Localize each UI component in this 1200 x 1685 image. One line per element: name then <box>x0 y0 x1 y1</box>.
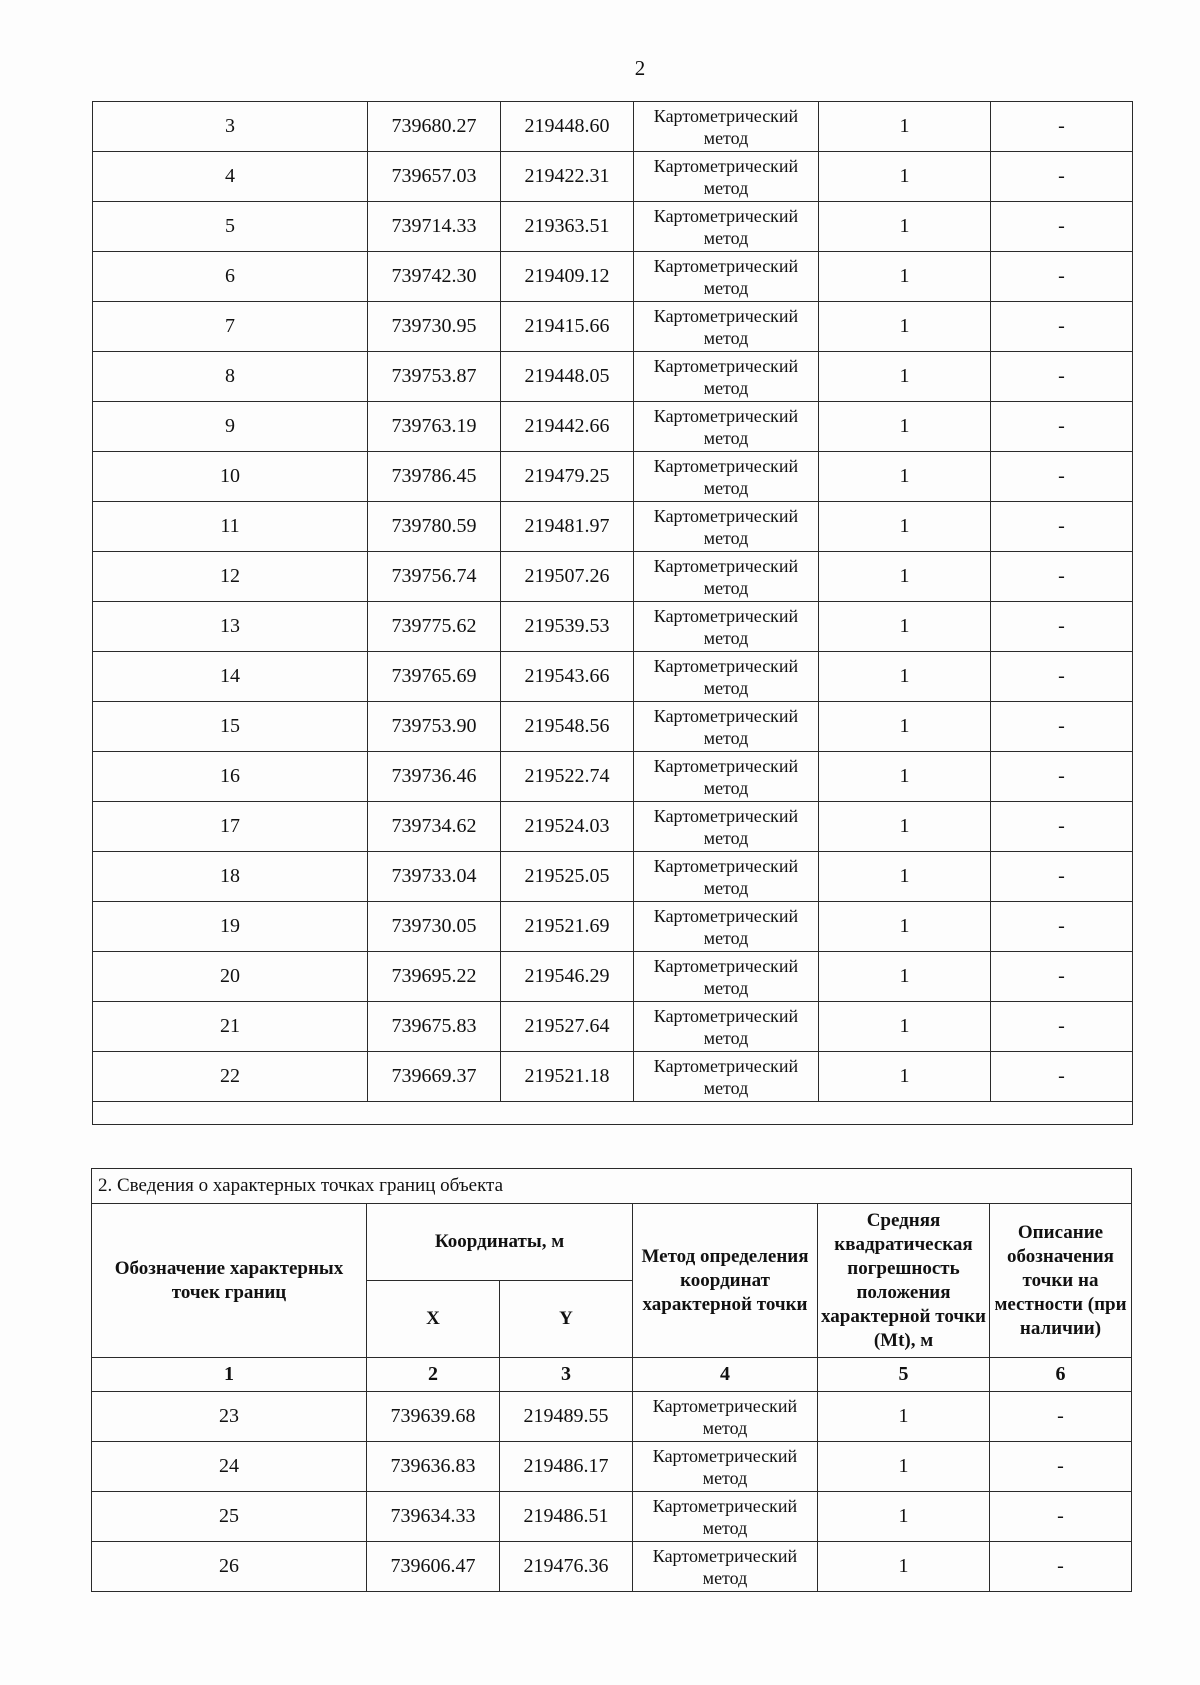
y-coordinate-cell: 219479.25 <box>501 452 634 502</box>
x-coordinate-cell: 739733.04 <box>368 852 501 902</box>
description-cell: - <box>990 1542 1132 1592</box>
method-label-line2: метод <box>703 327 749 348</box>
method-label-line2: метод <box>702 1517 748 1538</box>
y-coordinate-cell: 219448.05 <box>501 352 634 402</box>
x-coordinate-cell: 739756.74 <box>368 552 501 602</box>
method-label-line1: Картометрический <box>653 705 799 726</box>
description-cell: - <box>991 702 1133 752</box>
table-row <box>93 852 1133 902</box>
boundary-points-table-continued <box>92 101 1133 1125</box>
method-label-line1: Картометрический <box>653 105 799 126</box>
y-coordinate-cell: 219448.60 <box>501 102 634 152</box>
description-cell: - <box>990 1442 1132 1492</box>
description-cell: - <box>991 952 1133 1002</box>
table-row <box>93 102 1133 152</box>
header-y: Y <box>500 1281 633 1358</box>
y-coordinate-cell: 219486.17 <box>500 1442 633 1492</box>
description-cell: - <box>991 502 1133 552</box>
method-label-line2: метод <box>703 877 749 898</box>
accuracy-cell: 1 <box>818 1492 990 1542</box>
description-cell: - <box>991 352 1133 402</box>
description-cell: - <box>991 1002 1133 1052</box>
y-coordinate-cell: 219486.51 <box>500 1492 633 1542</box>
table-row <box>92 1492 1132 1542</box>
method-label-line2: метод <box>703 577 749 598</box>
method-cell <box>634 902 819 952</box>
method-label-line1: Картометрический <box>653 305 799 326</box>
x-coordinate-cell: 739775.62 <box>368 602 501 652</box>
method-label-line1: Картометрический <box>652 1445 798 1466</box>
accuracy-cell: 1 <box>819 652 991 702</box>
accuracy-cell: 1 <box>819 802 991 852</box>
method-label-line2: метод <box>703 277 749 298</box>
method-label-line2: метод <box>703 627 749 648</box>
method-cell <box>634 452 819 502</box>
table-body <box>92 1392 1132 1592</box>
method-label-line2: метод <box>703 927 749 948</box>
column-number: 6 <box>990 1358 1132 1392</box>
method-cell <box>634 752 819 802</box>
column-number: 5 <box>818 1358 990 1392</box>
y-coordinate-cell: 219543.66 <box>501 652 634 702</box>
column-number: 3 <box>500 1358 633 1392</box>
y-coordinate-cell: 219363.51 <box>501 202 634 252</box>
y-coordinate-cell: 219525.05 <box>501 852 634 902</box>
description-cell: - <box>991 802 1133 852</box>
x-coordinate-cell: 739763.19 <box>368 402 501 452</box>
method-label-line1: Картометрический <box>653 1005 799 1026</box>
point-number-cell: 20 <box>93 952 368 1002</box>
method-label-line1: Картометрический <box>653 405 799 426</box>
table-row <box>93 952 1133 1002</box>
accuracy-cell: 1 <box>819 552 991 602</box>
column-number: 2 <box>367 1358 500 1392</box>
method-cell <box>634 802 819 852</box>
x-coordinate-cell: 739765.69 <box>368 652 501 702</box>
point-number-cell: 17 <box>93 802 368 852</box>
method-cell <box>634 502 819 552</box>
y-coordinate-cell: 219442.66 <box>501 402 634 452</box>
accuracy-cell: 1 <box>818 1392 990 1442</box>
x-coordinate-cell: 739695.22 <box>368 952 501 1002</box>
description-cell: - <box>991 452 1133 502</box>
method-label-line1: Картометрический <box>652 1545 798 1566</box>
description-cell: - <box>991 202 1133 252</box>
table-row <box>93 902 1133 952</box>
y-coordinate-cell: 219522.74 <box>501 752 634 802</box>
x-coordinate-cell: 739606.47 <box>367 1542 500 1592</box>
point-number-cell: 15 <box>93 702 368 752</box>
table-row <box>93 452 1133 502</box>
table-row <box>93 352 1133 402</box>
method-label-line1: Картометрический <box>653 155 799 176</box>
description-cell: - <box>991 902 1133 952</box>
header-x: X <box>367 1281 500 1358</box>
y-coordinate-cell: 219548.56 <box>501 702 634 752</box>
accuracy-cell: 1 <box>819 102 991 152</box>
point-number-cell: 7 <box>93 302 368 352</box>
method-label-line2: метод <box>702 1417 748 1438</box>
y-coordinate-cell: 219539.53 <box>501 602 634 652</box>
point-number-cell: 23 <box>92 1392 367 1442</box>
table-row <box>93 252 1133 302</box>
description-cell: - <box>991 752 1133 802</box>
accuracy-cell: 1 <box>819 952 991 1002</box>
point-number-cell: 5 <box>93 202 368 252</box>
point-number-cell: 13 <box>93 602 368 652</box>
x-coordinate-cell: 739657.03 <box>368 152 501 202</box>
point-number-cell: 16 <box>93 752 368 802</box>
x-coordinate-cell: 739714.33 <box>368 202 501 252</box>
table-row <box>93 202 1133 252</box>
method-label-line2: метод <box>703 1027 749 1048</box>
table-row <box>93 302 1133 352</box>
method-label-line1: Картометрический <box>653 855 799 876</box>
method-label-line2: метод <box>703 477 749 498</box>
method-cell <box>634 352 819 402</box>
method-cell <box>634 202 819 252</box>
boundary-points-table <box>91 1168 1132 1592</box>
description-cell: - <box>991 252 1133 302</box>
method-cell <box>633 1442 818 1492</box>
section-title-row <box>92 1169 1132 1204</box>
point-number-cell: 26 <box>92 1542 367 1592</box>
point-number-cell: 12 <box>93 552 368 602</box>
method-label-line1: Картометрический <box>653 1055 799 1076</box>
method-label-line2: метод <box>703 527 749 548</box>
table-row <box>93 602 1133 652</box>
x-coordinate-cell: 739636.83 <box>367 1442 500 1492</box>
accuracy-cell: 1 <box>819 352 991 402</box>
method-label-line1: Картометрический <box>653 605 799 626</box>
accuracy-cell: 1 <box>819 852 991 902</box>
description-cell: - <box>991 552 1133 602</box>
point-number-cell: 22 <box>93 1052 368 1102</box>
table-row <box>93 402 1133 452</box>
y-coordinate-cell: 219527.64 <box>501 1002 634 1052</box>
method-cell <box>634 702 819 752</box>
point-number-cell: 10 <box>93 452 368 502</box>
page-number: 2 <box>634 56 646 80</box>
method-cell <box>634 552 819 602</box>
accuracy-cell: 1 <box>818 1442 990 1492</box>
method-label-line1: Картометрический <box>653 905 799 926</box>
method-label-line1: Картометрический <box>653 555 799 576</box>
x-coordinate-cell: 739669.37 <box>368 1052 501 1102</box>
x-coordinate-cell: 739753.87 <box>368 352 501 402</box>
accuracy-cell: 1 <box>819 902 991 952</box>
y-coordinate-cell: 219521.18 <box>501 1052 634 1102</box>
method-cell <box>634 102 819 152</box>
y-coordinate-cell: 219507.26 <box>501 552 634 602</box>
method-label-line1: Картометрический <box>653 505 799 526</box>
column-number: 4 <box>633 1358 818 1392</box>
table-row <box>93 652 1133 702</box>
table-row <box>93 152 1133 202</box>
x-coordinate-cell: 739734.62 <box>368 802 501 852</box>
accuracy-cell: 1 <box>819 1002 991 1052</box>
description-cell: - <box>991 602 1133 652</box>
description-cell: - <box>991 302 1133 352</box>
method-label-line1: Картометрический <box>653 355 799 376</box>
table-footer-spacer <box>93 1102 1133 1125</box>
section-title: 2. Сведения о характерных точках границ объекта <box>92 1169 1132 1204</box>
method-label-line2: метод <box>703 127 749 148</box>
x-coordinate-cell: 739730.95 <box>368 302 501 352</box>
method-label-line2: метод <box>703 1077 749 1098</box>
point-number-cell: 24 <box>92 1442 367 1492</box>
y-coordinate-cell: 219476.36 <box>500 1542 633 1592</box>
method-cell <box>634 152 819 202</box>
method-label-line2: метод <box>703 977 749 998</box>
point-number-cell: 3 <box>93 102 368 152</box>
description-cell: - <box>991 402 1133 452</box>
method-label-line1: Картометрический <box>652 1495 798 1516</box>
x-coordinate-cell: 739736.46 <box>368 752 501 802</box>
accuracy-cell: 1 <box>818 1542 990 1592</box>
description-cell: - <box>991 152 1133 202</box>
method-label-line2: метод <box>703 727 749 748</box>
method-cell <box>634 252 819 302</box>
method-label-line1: Картометрический <box>653 255 799 276</box>
y-coordinate-cell: 219521.69 <box>501 902 634 952</box>
description-cell: - <box>991 102 1133 152</box>
method-label-line1: Картометрический <box>653 205 799 226</box>
accuracy-cell: 1 <box>819 252 991 302</box>
x-coordinate-cell: 739675.83 <box>368 1002 501 1052</box>
method-label-line1: Картометрический <box>653 655 799 676</box>
header-method: Метод определения координат характерной точки <box>633 1204 818 1358</box>
table-body <box>93 102 1133 1102</box>
table-row <box>93 702 1133 752</box>
point-number-cell: 25 <box>92 1492 367 1542</box>
point-number-cell: 6 <box>93 252 368 302</box>
method-cell <box>633 1392 818 1442</box>
point-number-cell: 8 <box>93 352 368 402</box>
header-point-designation: Обозначение характерных точек границ <box>92 1204 367 1358</box>
method-cell <box>634 302 819 352</box>
point-number-cell: 14 <box>93 652 368 702</box>
method-cell <box>634 852 819 902</box>
method-label-line1: Картометрический <box>653 805 799 826</box>
description-cell: - <box>990 1492 1132 1542</box>
y-coordinate-cell: 219524.03 <box>501 802 634 852</box>
table-row <box>93 552 1133 602</box>
method-label-line1: Картометрический <box>652 1395 798 1416</box>
table-row <box>92 1392 1132 1442</box>
y-coordinate-cell: 219422.31 <box>501 152 634 202</box>
method-cell <box>634 602 819 652</box>
method-label-line2: метод <box>703 427 749 448</box>
accuracy-cell: 1 <box>819 152 991 202</box>
table-row <box>93 1052 1133 1102</box>
method-label-line2: метод <box>703 377 749 398</box>
description-cell: - <box>991 1052 1133 1102</box>
method-label-line1: Картометрический <box>653 955 799 976</box>
method-cell <box>634 652 819 702</box>
point-number-cell: 18 <box>93 852 368 902</box>
header-accuracy: Средняя квадратическая погрешность положения характерной точки (Mt), м <box>818 1204 990 1358</box>
accuracy-cell: 1 <box>819 202 991 252</box>
method-cell <box>634 1052 819 1102</box>
accuracy-cell: 1 <box>819 752 991 802</box>
x-coordinate-cell: 739680.27 <box>368 102 501 152</box>
method-label-line2: метод <box>703 777 749 798</box>
point-number-cell: 11 <box>93 502 368 552</box>
table-row <box>93 802 1133 852</box>
method-label-line1: Картометрический <box>653 755 799 776</box>
description-cell: - <box>991 852 1133 902</box>
table-row <box>92 1442 1132 1492</box>
accuracy-cell: 1 <box>819 1052 991 1102</box>
method-cell <box>634 952 819 1002</box>
accuracy-cell: 1 <box>819 502 991 552</box>
method-label-line1: Картометрический <box>653 455 799 476</box>
y-coordinate-cell: 219489.55 <box>500 1392 633 1442</box>
x-coordinate-cell: 739634.33 <box>367 1492 500 1542</box>
point-number-cell: 19 <box>93 902 368 952</box>
method-label-line2: метод <box>703 677 749 698</box>
point-number-cell: 4 <box>93 152 368 202</box>
method-label-line2: метод <box>703 827 749 848</box>
header-row <box>92 1204 1132 1281</box>
y-coordinate-cell: 219546.29 <box>501 952 634 1002</box>
point-number-cell: 21 <box>93 1002 368 1052</box>
accuracy-cell: 1 <box>819 452 991 502</box>
x-coordinate-cell: 739639.68 <box>367 1392 500 1442</box>
description-cell: - <box>990 1392 1132 1442</box>
accuracy-cell: 1 <box>819 402 991 452</box>
table-row <box>93 752 1133 802</box>
x-coordinate-cell: 739730.05 <box>368 902 501 952</box>
column-numbers-row <box>92 1358 1132 1392</box>
method-label-line2: метод <box>702 1467 748 1488</box>
x-coordinate-cell: 739742.30 <box>368 252 501 302</box>
method-cell <box>633 1492 818 1542</box>
method-cell <box>634 402 819 452</box>
method-label-line2: метод <box>703 227 749 248</box>
y-coordinate-cell: 219481.97 <box>501 502 634 552</box>
column-number: 1 <box>92 1358 367 1392</box>
empty-cell <box>93 1102 1133 1125</box>
header-coordinates: Координаты, м <box>367 1204 633 1281</box>
y-coordinate-cell: 219409.12 <box>501 252 634 302</box>
table-row <box>92 1542 1132 1592</box>
accuracy-cell: 1 <box>819 602 991 652</box>
x-coordinate-cell: 739780.59 <box>368 502 501 552</box>
x-coordinate-cell: 739753.90 <box>368 702 501 752</box>
method-label-line2: метод <box>703 177 749 198</box>
accuracy-cell: 1 <box>819 302 991 352</box>
method-cell <box>633 1542 818 1592</box>
header-description: Описание обозначения точки на местности (при наличии) <box>990 1204 1132 1358</box>
accuracy-cell: 1 <box>819 702 991 752</box>
y-coordinate-cell: 219415.66 <box>501 302 634 352</box>
description-cell: - <box>991 652 1133 702</box>
method-cell <box>634 1002 819 1052</box>
method-label-line2: метод <box>702 1567 748 1588</box>
x-coordinate-cell: 739786.45 <box>368 452 501 502</box>
point-number-cell: 9 <box>93 402 368 452</box>
table-row <box>93 1002 1133 1052</box>
table-row <box>93 502 1133 552</box>
